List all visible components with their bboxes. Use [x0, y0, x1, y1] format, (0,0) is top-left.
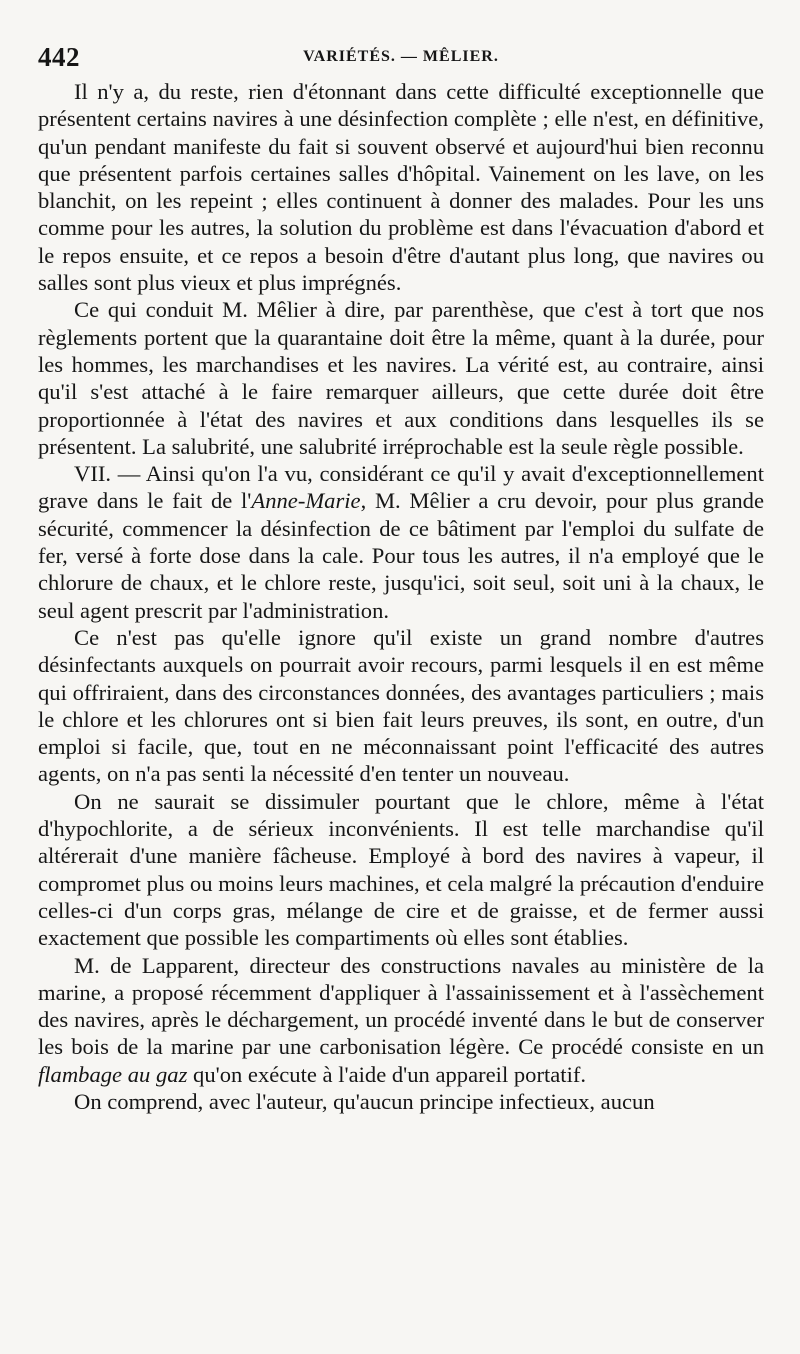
paragraph-7: On comprend, avec l'auteur, qu'aucun principe infectieux, aucun	[74, 1088, 655, 1114]
paragraph-2: Ce qui conduit M. Mêlier à dire, par parenthèse, que c'est à tort que nos règlements portent que la quarantaine doit être la même, quant à la durée, pour les hommes, les marchandises et les navires. La vérité est, au contraire, ainsi qu'il s'est attaché à le faire remarquer ailleurs, que cette durée doit être proportionnée à l'état des navires et aux conditions dans lesquelles ils se présentent. La salubrité, une salubrité irréprochable est la seule règle possible.	[38, 297, 764, 459]
running-head: VARIÉTÉS. — MÊLIER.	[303, 48, 499, 65]
page-header	[38, 40, 764, 78]
paragraph-3	[38, 460, 764, 624]
procedure-name-italic: flambage au gaz	[38, 1061, 188, 1087]
paragraph-1: Il n'y a, du reste, rien d'étonnant dans cette difficulté exceptionnelle que présentent certains navires à une désinfection complète ; elle n'est, en définitive, qu'un pendant manifeste du fait si souvent observé et aujourd'hui bien reconnu que présentent parfois certaines salles d'hôpital. Vainement on les lave, on les blanchit, on les repeint ; elles continuent à donner des malades. Pour les uns comme pour les autres, la solution du problème est dans l'évacuation d'abord et le repos ensuite, et ce repos a besoin d'être d'autant plus long, que navires ou salles sont plus vieux et plus imprégnés.	[38, 79, 764, 296]
paragraph-6-text-before: M. de Lapparent, directeur des constructions navales au ministère de la marine, a proposé récemment d'appliquer à l'assainissement et à l'assèchement des navires, après le déchargement, un procédé inventé dans le but de conserver les bois de la marine par une carbonisation légère. Ce procédé consiste en un	[38, 952, 764, 1060]
paragraph-4: Ce n'est pas qu'elle ignore qu'il existe un grand nombre d'autres désinfectants auxquels on pourrait avoir recours, parmi lesquels il en est même qui offriraient, dans des circonstances données, des avantages particuliers ; mais le chlore et les chlorures ont si bien fait leurs preuves, ils sont, en outre, d'un emploi si facile, que, tout en ne méconnaissant point l'efficacité des autres agents, on n'a pas senti la nécessité d'en tenter un nouveau.	[38, 624, 764, 787]
paragraph-6-text-after: qu'on exécute à l'aide d'un appareil portatif.	[187, 1061, 587, 1087]
page-number: 442	[38, 42, 80, 72]
ship-name-italic: Anne-Marie	[251, 488, 361, 514]
page-body	[38, 78, 764, 1115]
paragraph-3-text-after: , M. Mêlier a cru devoir, pour plus grande sécurité, commencer la désinfection de ce bâtiment par l'emploi du sulfate de fer, versé à forte dose dans la cale. Pour tous les autres, il n'a employé que le chlorure de chaux, et le chlore reste, jusqu'ici, soit seul, soit uni à la chaux, le seul agent prescrit par l'administration.	[38, 488, 764, 623]
paragraph-6	[38, 952, 764, 1088]
paragraph-3-text-before: VII. — Ainsi qu'on l'a vu, considérant ce qu'il y avait d'exceptionnellement grave dans le fait de l'	[38, 461, 764, 514]
paragraph-5: On ne saurait se dissimuler pourtant que le chlore, même à l'état d'hypochlorite, a de sérieux inconvénients. Il est telle marchandise qu'il altérerait d'une manière fâcheuse. Employé à bord des navires à vapeur, il compromet plus ou moins leurs machines, et cela malgré la précaution d'enduire celles-ci d'un corps gras, mélange de cire et de graisse, et de fermer aussi exactement que possible les compartiments où elles sont établies.	[38, 788, 764, 951]
